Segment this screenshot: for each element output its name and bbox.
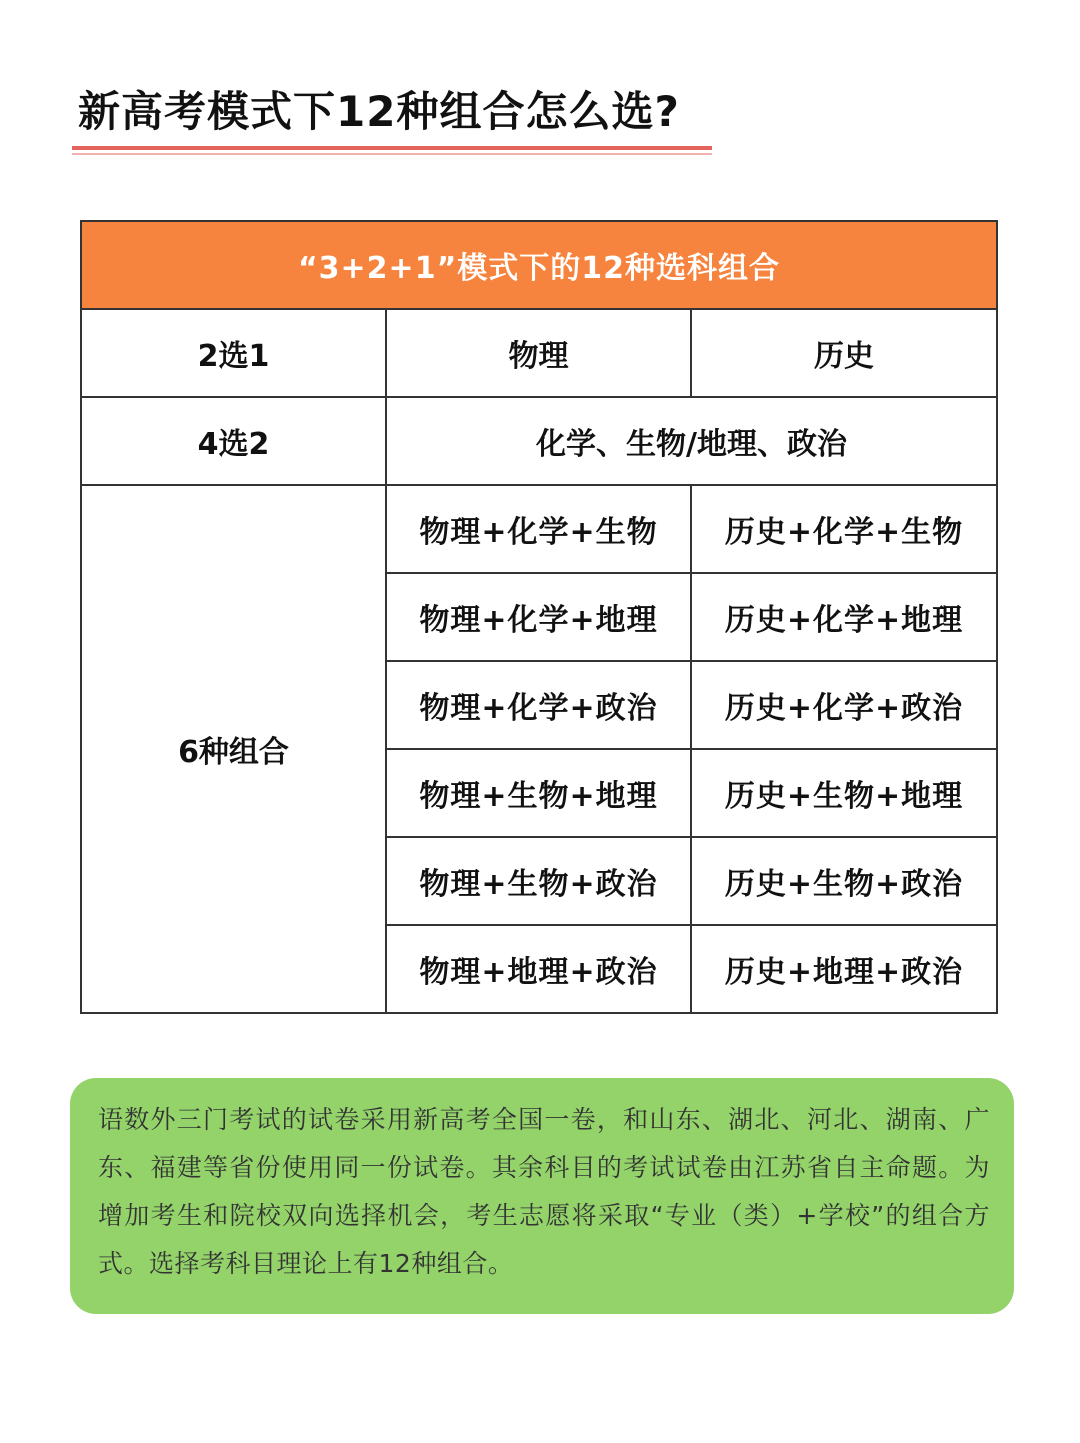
- note-text: 语数外三门考试的试卷采用新高考全国一卷，和山东、湖北、河北、湖南、广东、福建等省份使用同一份试卷。其余科目的考试试卷由江苏省自主命题。为增加考生和院校双向选择机会，考生志愿将采取“专业（类）+学校”的组合方式。选择考科目理论上有12种组合。: [98, 1105, 990, 1278]
- title-underline-thick: [72, 146, 712, 150]
- label-choose-two: 4选2: [81, 397, 386, 485]
- combo-cell: 物理+生物+政治: [386, 837, 691, 925]
- title-underline-thin: [72, 153, 712, 155]
- combo-cell: 历史+化学+生物: [691, 485, 997, 573]
- combo-cell: 历史+生物+地理: [691, 749, 997, 837]
- option-history: 历史: [691, 309, 997, 397]
- choose-two-subjects: 化学、生物/地理、政治: [386, 397, 997, 485]
- table-row: [81, 485, 997, 573]
- note-box: [70, 1078, 1014, 1314]
- label-combos: 6种组合: [81, 485, 386, 1013]
- combination-table: [80, 220, 998, 1014]
- combo-cell: 历史+地理+政治: [691, 925, 997, 1013]
- title-underline: [72, 146, 712, 156]
- combo-cell: 历史+化学+政治: [691, 661, 997, 749]
- page-title: 新高考模式下12种组合怎么选?: [78, 87, 680, 136]
- combo-cell: 物理+化学+政治: [386, 661, 691, 749]
- table-row-choose-two: [81, 397, 997, 485]
- combo-cell: 历史+生物+政治: [691, 837, 997, 925]
- label-choose-one: 2选1: [81, 309, 386, 397]
- table-header: “3+2+1”模式下的12种选科组合: [81, 221, 997, 309]
- combo-cell: 物理+化学+地理: [386, 573, 691, 661]
- combo-cell: 历史+化学+地理: [691, 573, 997, 661]
- combo-cell: 物理+生物+地理: [386, 749, 691, 837]
- table-row-choose-one: [81, 309, 997, 397]
- combo-cell: 物理+地理+政治: [386, 925, 691, 1013]
- combo-cell: 物理+化学+生物: [386, 485, 691, 573]
- title-block: [72, 80, 712, 156]
- option-physics: 物理: [386, 309, 691, 397]
- table-header-row: [81, 221, 997, 309]
